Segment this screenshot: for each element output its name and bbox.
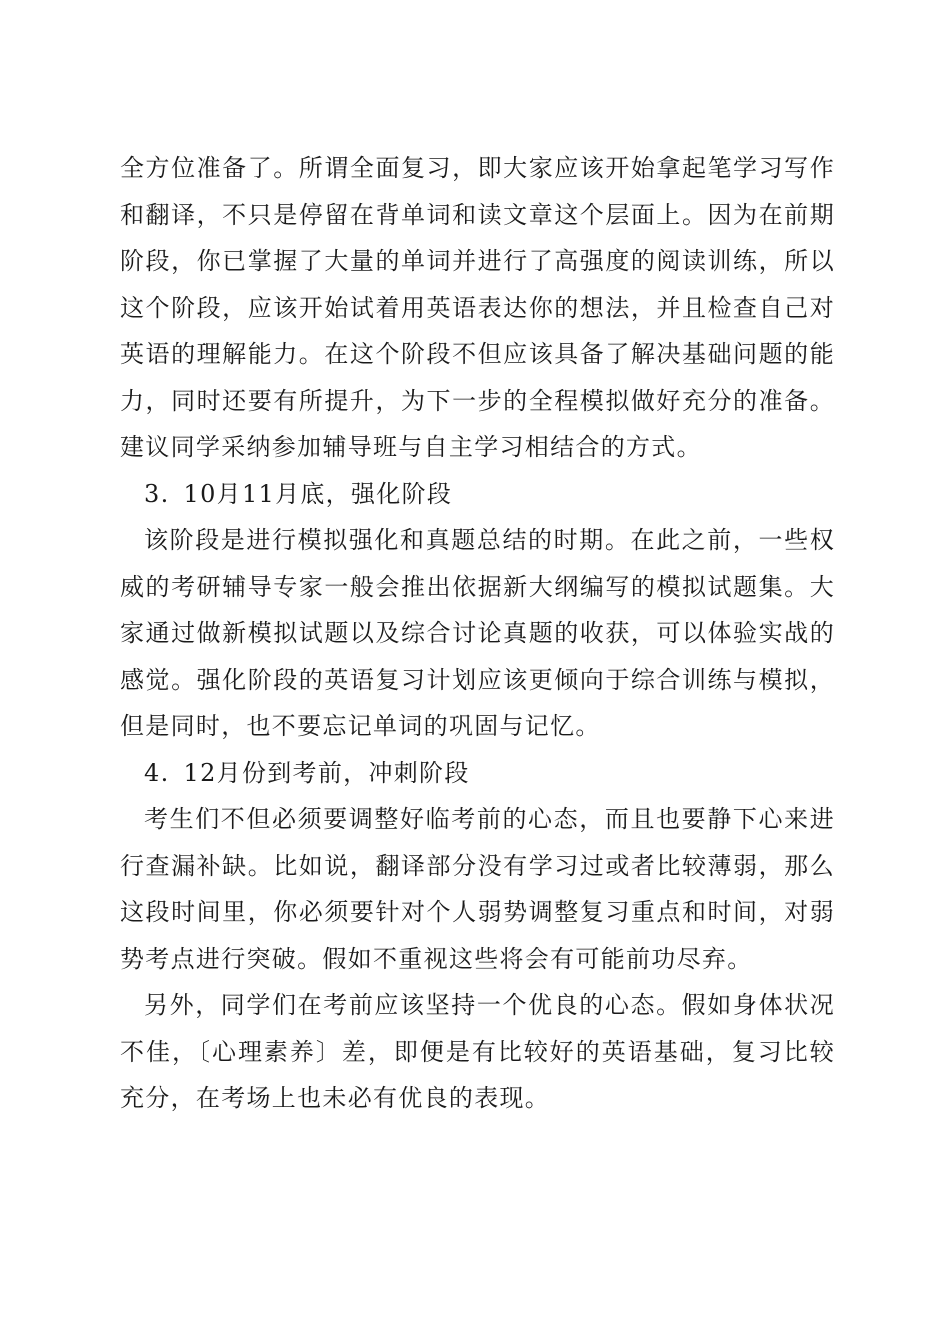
section-title: 10月11月底，强化阶段	[183, 479, 453, 508]
paragraph-comprehensive-review: 全方位准备了。所谓全面复习，即大家应该开始拿起笔学习写作和翻译，不只是停留在背单词和读文章这个层面上。因为在前期阶段，你已掌握了大量的单词并进行了高强度的阅读训练，所以这个阶段，应该开始试着用英语表达你的想法，并且检查自己对英语的理解能力。在这个阶段不但应该具备了解决基础问题的能力，同时还要有所提升，为下一步的全程模拟做好充分的准备。建议同学采纳参加辅导班与自主学习相结合的方式。	[120, 154, 835, 461]
section-number: 3.	[144, 479, 170, 508]
paragraph-mindset: 另外，同学们在考前应该坚持一个优良的心态。假如身体状况不佳，〔心理素养〕差，即便是有比较好的英语基础，复习比较充分，在考场上也未必有优良的表现。	[120, 991, 835, 1112]
paragraph-sprint-stage: 考生们不但必须要调整好临考前的心态，而且也要静下心来进行查漏补缺。比如说，翻译部分没有学习过或者比较薄弱，那么这段时间里，你必须要针对个人弱势调整复习重点和时间，对弱势考点进行突破。假如不重视这些将会有可能前功尽弃。	[120, 805, 835, 973]
section-heading-intensive-stage	[120, 471, 835, 518]
paragraph-intensive-stage: 该阶段是进行模拟强化和真题总结的时期。在此之前，一些权威的考研辅导专家一般会推出依据新大纲编写的模拟试题集。大家通过做新模拟试题以及综合讨论真题的收获，可以体验实战的感觉。强化阶段的英语复习计划应该更倾向于综合训练与模拟，但是同时，也不要忘记单词的巩固与记忆。	[120, 526, 835, 740]
section-heading-sprint-stage	[120, 750, 835, 797]
section-number: 4.	[144, 758, 170, 787]
section-title: 12月份到考前，冲刺阶段	[183, 758, 470, 787]
document-body	[120, 145, 835, 1122]
